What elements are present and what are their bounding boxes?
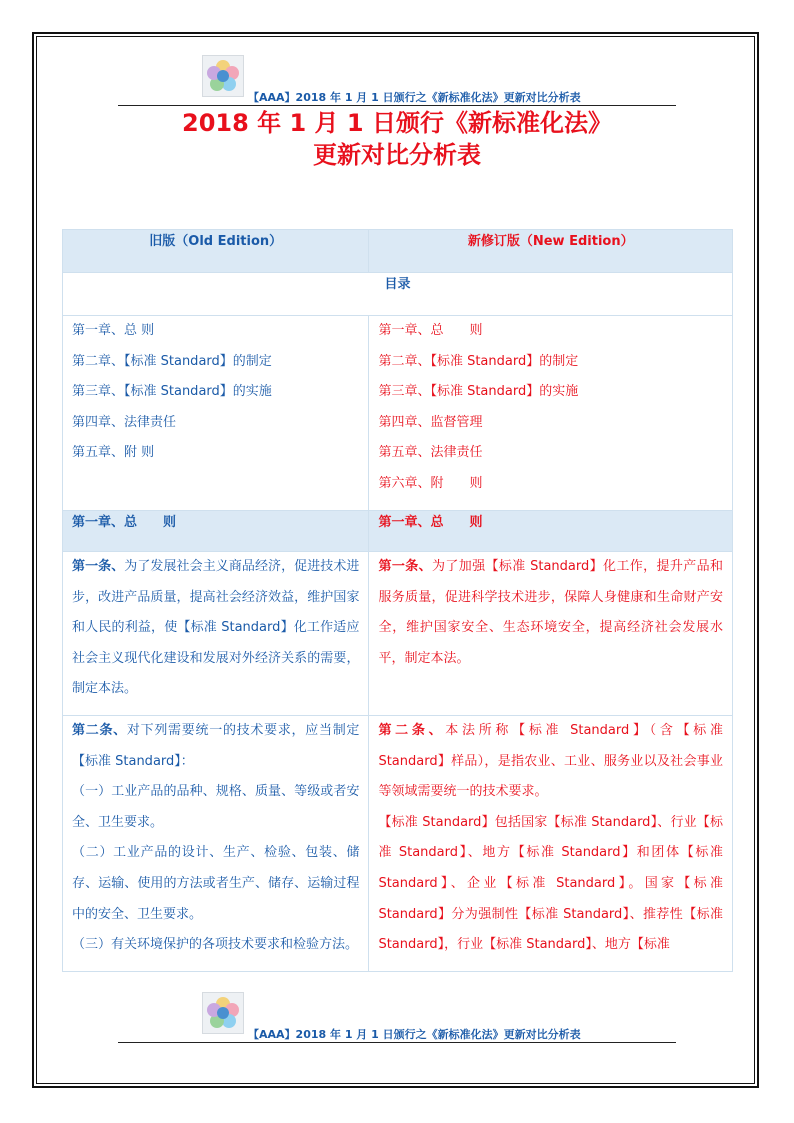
new-article1-text: 为了加强【标准 Standard】化工作，提升产品和服务质量，促进科学技术进步，保障人身健康和生命财产安全，维护国家安全、生态环境安全，提高经济社会发展水平，制定本法。 [378, 559, 723, 666]
old-chapter-item: 第四章、法律责任 [72, 414, 177, 430]
new-article2 [369, 716, 733, 972]
old-article1 [63, 552, 369, 716]
old-chapter-heading: 第一章、总 则 [63, 511, 369, 552]
new-article2-text: 本法所称【标准 Standard】（含【标准 Standard】样品），是指农业、工业、服务业以及社会事业等领域需要统一的技术要求。 [378, 723, 723, 800]
old-chapter-item: 第五章、附 则 [72, 445, 155, 461]
footer-title: 【AAA】2018 年 1 月 1 日颁行之《新标准化法》更新对比分析表 [248, 1028, 581, 1041]
new-chapter-list [369, 316, 733, 511]
flower-logo-icon [202, 55, 244, 97]
old-article2-text: 对下列需要统一的技术要求，应当制定【标准 Standard】： [72, 723, 360, 769]
new-edition-header: 新修订版（New Edition） [369, 230, 733, 273]
toc-row [63, 273, 733, 316]
page-footer [118, 992, 676, 1042]
new-chapter-item: 第四章、监督管理 [378, 414, 483, 430]
new-article1 [369, 552, 733, 716]
page-header [118, 55, 676, 105]
article2-row [63, 716, 733, 972]
old-chapter-list [63, 316, 369, 511]
document-title-line1: 2018 年 1 月 1 日颁行《新标准化法》 [182, 109, 612, 137]
old-article1-lead: 第一条、 [72, 559, 125, 574]
toc-label: 目录 [63, 273, 733, 316]
old-article2-lead: 第二条、 [72, 723, 127, 738]
old-article1-text: 为了发展社会主义商品经济，促进技术进步，改进产品质量，提高社会经济效益，维护国家和人民的利益，使【标准 Standard】化工作适应社会主义现代化建设和发展对外经济关系的需要，制定本法。 [72, 559, 360, 697]
old-chapter-item: 第二章、【标准 Standard】的制定 [72, 353, 272, 369]
new-chapter-heading: 第一章、总 则 [369, 511, 733, 552]
footer-divider [118, 1042, 676, 1043]
new-article2-text2: 【标准 Standard】包括国家【标准 Standard】、行业【标准 Standard】、地方【标准 Standard】和团体【标准 Standard】、企业【标准 Standard】。国家【标准 Standard】分为强制性【标准 Standard】、推荐性【标准 Standard】，行业【标准 Standard】、地方【标准 [378, 814, 723, 953]
new-chapter-item: 第二章、【标准 Standard】的制定 [378, 353, 579, 369]
header-title: 【AAA】2018 年 1 月 1 日颁行之《新标准化法》更新对比分析表 [248, 91, 581, 104]
new-chapter-item: 第三章、【标准 Standard】的实施 [378, 384, 579, 400]
chapter-list-row [63, 316, 733, 511]
new-chapter-item: 第一章、总 则 [378, 323, 483, 338]
header-divider [118, 105, 676, 106]
comparison-table [62, 229, 733, 972]
old-chapter-item: 第三章、【标准 Standard】的实施 [72, 384, 272, 400]
old-article2-item: （一）工业产品的品种、规格、质量、等级或者安全、卫生要求。 [72, 784, 360, 830]
new-article2-lead: 第二条、 [378, 723, 446, 738]
flower-logo-icon [202, 992, 244, 1034]
new-chapter-item: 第五章、法律责任 [378, 445, 483, 461]
old-article2-item: （三）有关环境保护的各项技术要求和检验方法。 [72, 937, 359, 953]
table-header-row [63, 230, 733, 273]
new-article1-lead: 第一条、 [378, 559, 432, 574]
article1-row [63, 552, 733, 716]
old-article2 [63, 716, 369, 972]
old-article2-item: （二）工业产品的设计、生产、检验、包装、储存、运输、使用的方法或者生产、储存、运输过程中的安全、卫生要求。 [72, 845, 360, 922]
chapter-heading-row [63, 511, 733, 552]
old-edition-header: 旧版（Old Edition） [63, 230, 369, 273]
new-chapter-item: 第六章、附 则 [378, 475, 483, 491]
old-chapter-item: 第一章、总 则 [72, 323, 155, 338]
document-title-line2: 更新对比分析表 [313, 141, 481, 169]
